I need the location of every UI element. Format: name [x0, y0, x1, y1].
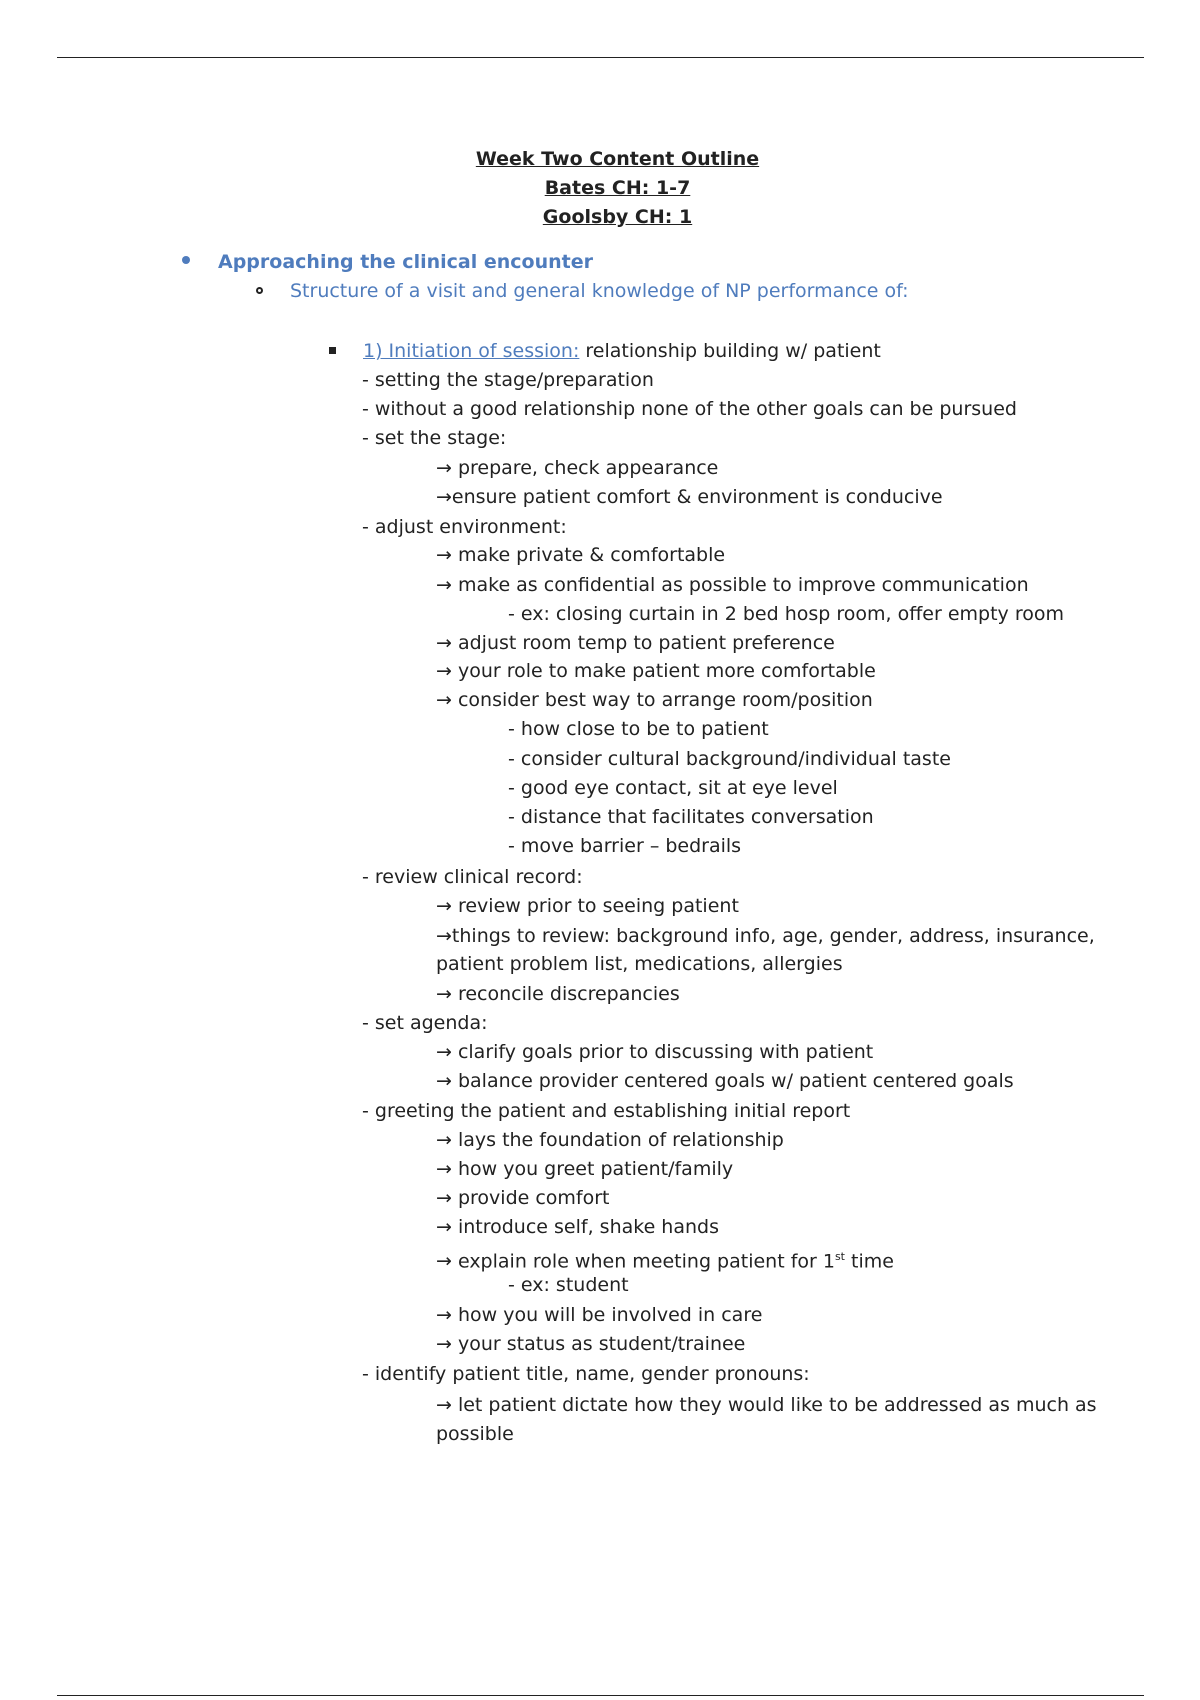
arrow-right-icon: →	[436, 895, 452, 917]
outline-line-text: - adjust environment:	[362, 516, 567, 538]
outline-line-text: - review clinical record:	[362, 866, 583, 888]
arrow-right-icon: →	[436, 632, 452, 654]
outline-line	[362, 1097, 850, 1126]
outline-line-text: - good eye contact, sit at eye level	[508, 777, 838, 799]
arrow-right-icon: →	[436, 574, 452, 596]
outline-line-text: review prior to seeing patient	[451, 895, 739, 917]
title-bates: Bates CH: 1-7	[544, 177, 691, 199]
outline-line-text: balance provider centered goals w/ patient centered goals	[451, 1070, 1014, 1092]
arrow-right-icon: →	[436, 689, 452, 711]
outline-line	[436, 1155, 733, 1184]
arrow-right-icon: →	[436, 1129, 452, 1151]
outline-line-text: introduce self, shake hands	[451, 1216, 719, 1238]
outline-line	[362, 1009, 488, 1038]
arrow-right-icon: →	[436, 1333, 452, 1355]
arrow-right-icon: →	[436, 1158, 452, 1180]
arrow-right-icon: →	[436, 1394, 452, 1416]
outline-line-text: consider best way to arrange room/position	[451, 689, 873, 711]
outline-line	[436, 1330, 745, 1359]
outline-line	[436, 1184, 610, 1213]
outline-line-text: ensure patient comfort & environment is conducive	[451, 486, 943, 508]
arrow-right-icon: →	[436, 1070, 452, 1092]
outline-line-text: adjust room temp to patient preference	[451, 632, 835, 654]
outline-line	[436, 686, 873, 715]
outline-line	[436, 922, 1095, 951]
outline-line-text: - consider cultural background/individual taste	[508, 748, 951, 770]
bullet-square-icon	[329, 347, 336, 354]
outline-line	[436, 571, 1029, 600]
footer-rule	[57, 1695, 1144, 1696]
outline-line-text: your role to make patient more comfortable	[451, 660, 876, 682]
title-goolsby: Goolsby CH: 1	[542, 206, 693, 228]
outline-line-text: things to review: background info, age, gender, address, insurance,	[451, 925, 1095, 947]
outline-line	[508, 803, 874, 832]
bullet-disc-icon	[182, 256, 190, 264]
outline-line-text: - how close to be to patient	[508, 718, 769, 740]
outline-line	[362, 1360, 810, 1389]
initiation-line	[363, 337, 881, 366]
outline-line	[436, 1420, 514, 1449]
outline-line-text: patient problem list, medications, allergies	[436, 953, 843, 975]
outline-line-text: how you greet patient/family	[451, 1158, 734, 1180]
outline-line-text: lays the foundation of relationship	[451, 1129, 784, 1151]
arrow-right-icon: →	[436, 1187, 452, 1209]
outline-line	[436, 657, 876, 686]
initiation-text: relationship building w/ patient	[579, 340, 881, 362]
outline-line	[436, 483, 943, 512]
outline-line	[436, 1126, 784, 1155]
outline-heading: Approaching the clinical encounter	[218, 251, 593, 273]
ordinal-superscript: st	[834, 1250, 845, 1263]
outline-line	[362, 424, 506, 453]
outline-line	[436, 629, 835, 658]
outline-line	[508, 1271, 629, 1300]
outline-line	[362, 863, 583, 892]
title-week-two: Week Two Content Outline	[475, 148, 760, 170]
outline-line-text: how you will be involved in care	[451, 1304, 763, 1326]
arrow-right-icon: →	[436, 1304, 452, 1326]
outline-line-text: make private & comfortable	[451, 544, 726, 566]
outline-line	[436, 892, 739, 921]
outline-line-text: - set agenda:	[362, 1012, 488, 1034]
outline-line-text: - ex: closing curtain in 2 bed hosp room, offer empty room	[508, 603, 1064, 625]
outline-line-text: let patient dictate how they would like to be addressed as much as	[451, 1394, 1097, 1416]
outline-line-text: make as confidential as possible to improve communication	[451, 574, 1029, 596]
outline-line-text: your status as student/trainee	[451, 1333, 746, 1355]
outline-line-text: - ex: student	[508, 1274, 629, 1296]
initiation-link[interactable]: 1) Initiation of session:	[363, 340, 580, 362]
arrow-right-icon: →	[436, 1216, 452, 1238]
arrow-right-icon: →	[436, 544, 452, 566]
header-rule	[57, 57, 1144, 58]
outline-line-text: - greeting the patient and establishing initial report	[362, 1100, 851, 1122]
outline-line	[508, 715, 769, 744]
outline-line-text-tail: time	[845, 1250, 894, 1273]
outline-line	[436, 1213, 719, 1242]
outline-line-text: possible	[436, 1423, 514, 1445]
outline-line-text: - set the stage:	[362, 427, 507, 449]
outline-line	[508, 832, 741, 861]
arrow-right-icon: →	[436, 983, 452, 1005]
outline-line-text: - setting the stage/preparation	[362, 369, 654, 391]
outline-line	[436, 454, 718, 483]
document-titles	[0, 145, 1200, 232]
outline-line	[436, 980, 680, 1009]
arrow-right-icon: →	[436, 660, 452, 682]
outline-line	[436, 1391, 1097, 1420]
outline-line	[508, 600, 1064, 629]
outline-line	[362, 395, 1017, 424]
arrow-right-icon: →	[436, 486, 452, 508]
outline-line-text: - move barrier – bedrails	[508, 835, 742, 857]
outline-line-text: - without a good relationship none of the other goals can be pursued	[362, 398, 1017, 420]
outline-line-text: - identify patient title, name, gender pronouns:	[362, 1363, 810, 1385]
bullet-circle-icon	[256, 287, 263, 294]
outline-line	[362, 366, 654, 395]
arrow-right-icon: →	[436, 457, 452, 479]
outline-line-text: explain role when meeting patient for 1	[451, 1250, 835, 1273]
outline-line	[436, 950, 843, 979]
outline-line	[508, 774, 838, 803]
outline-subheading: Structure of a visit and general knowledge of NP performance of:	[290, 280, 909, 302]
arrow-right-icon: →	[436, 1250, 452, 1273]
outline-line	[362, 513, 567, 542]
outline-line-text: clarify goals prior to discussing with patient	[451, 1041, 874, 1063]
arrow-right-icon: →	[436, 925, 452, 947]
outline-line-text: - distance that facilitates conversation	[508, 806, 874, 828]
outline-line	[436, 1242, 894, 1276]
outline-line	[436, 541, 725, 570]
outline-line	[436, 1301, 762, 1330]
outline-line	[436, 1067, 1014, 1096]
arrow-right-icon: →	[436, 1041, 452, 1063]
outline-line	[436, 1038, 873, 1067]
outline-line-text: prepare, check appearance	[451, 457, 719, 479]
outline-line-text: provide comfort	[451, 1187, 610, 1209]
outline-line	[508, 745, 951, 774]
outline-line-text: reconcile discrepancies	[451, 983, 680, 1005]
